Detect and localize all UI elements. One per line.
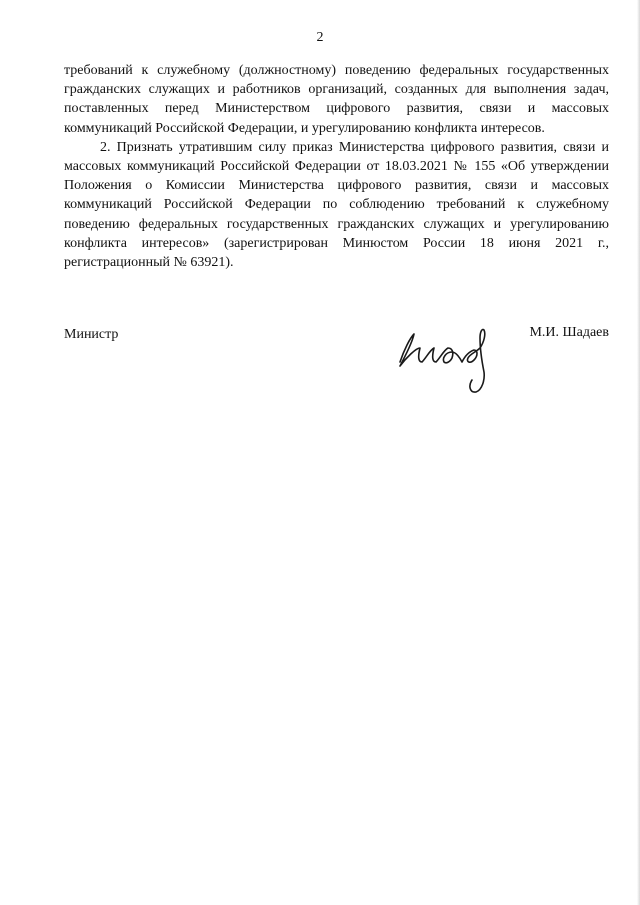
signatory-title: Министр bbox=[64, 327, 119, 342]
signature-block bbox=[64, 327, 609, 407]
handwritten-signature bbox=[390, 318, 500, 398]
paragraph-item-2: 2. Признать утратившим силу приказ Министерства цифрового развития, связи и массовых коммуникаций Российской Федерации от 18.03.2021 № 155 «Об утверждении Положения о Комиссии Министерства цифрового развития, связи и массовых коммуникаций Российской Федерации по соблюдению требований к служебному поведению федеральных государственных гражданских служащих и урегулированию конфликта интересов» (зарегистрирован Минюстом России 18 июня 2021 г., регистрационный № 63921). bbox=[64, 139, 609, 271]
document-body bbox=[64, 61, 609, 272]
signatory-name: М.И. Шадаев bbox=[529, 325, 609, 340]
paragraph-continuation: требований к служебному (должностному) поведению федеральных государственных гражданских служащих и работников организаций, созданных для выполнения задач, поставленных перед Министерством цифрового развития, связи и массовых коммуникаций Российской Федерации, и урегулированию конфликта интересов. bbox=[64, 63, 609, 136]
page-number: 2 bbox=[316, 30, 324, 45]
